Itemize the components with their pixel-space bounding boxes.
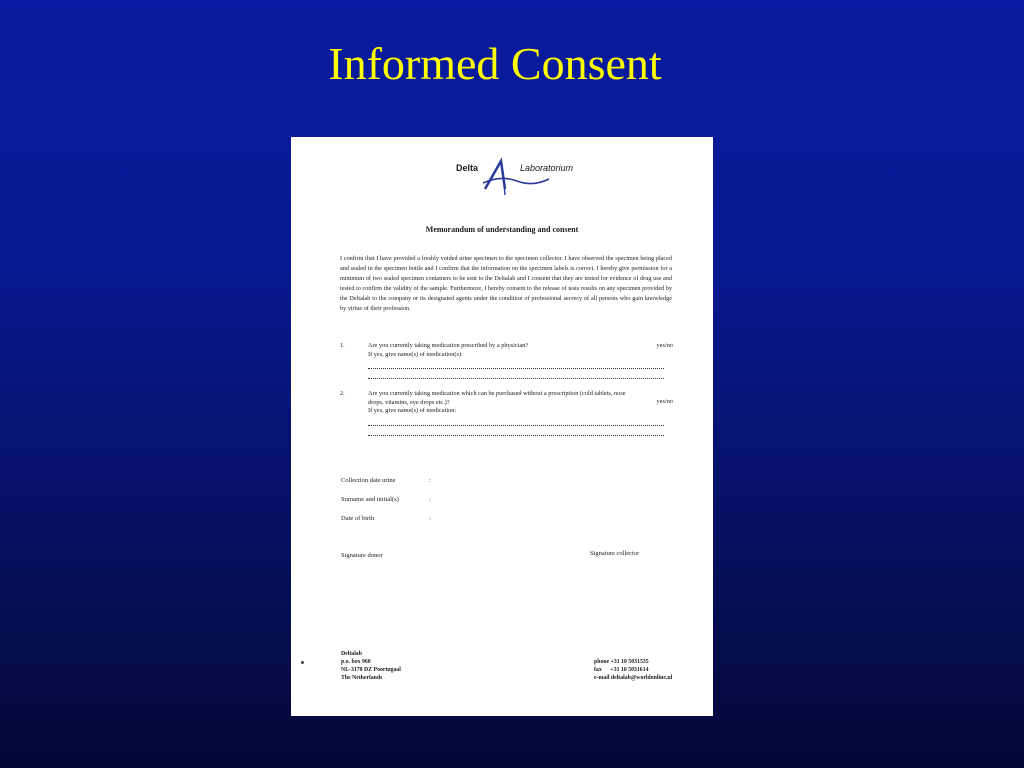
logo-delta-text: Delta [456,163,479,173]
field-colon: : [429,477,431,484]
question-followup: If yes, give name(s) of medication(s): [368,350,463,358]
address-line: NL-3170 DZ Poortugaal [341,667,401,673]
question-text: Are you currently taking medication which can be purchased without a prescription (cold tablets, nose drops, vitamins, eye drops etc.)? [368,390,626,406]
field-collection-date[interactable] [341,477,431,484]
logo-laboratorium-text: Laboratorium [520,163,574,173]
contact-block [594,658,672,682]
address-line: p.o. box 960 [341,659,371,665]
contact-phone: phone +31 10 5031535 [594,659,649,665]
yes-no-option[interactable]: yes/no [656,398,673,405]
field-colon: : [429,515,431,522]
question-followup: If yes, give name(s) of medication: [368,407,457,414]
memo-heading: Memorandum of understanding and consent [425,225,579,234]
address-block [341,650,401,682]
signature-collector[interactable]: Signature collector [590,550,640,557]
delta-triangle-icon [481,155,551,199]
question-number: 2. [340,390,345,397]
answer-line[interactable] [368,426,664,436]
question-text: Are you currently taking medication prescribed by a physician? [368,342,529,349]
contact-fax: fax +31 10 5031614 [594,667,649,673]
signature-donor[interactable]: Signature donor [341,552,383,559]
field-label: Date of birth [341,515,375,522]
yes-no-option[interactable]: yes/no [656,342,673,349]
answer-line[interactable] [368,359,664,369]
field-colon: : [429,496,431,503]
address-name: Deltalab [341,651,362,657]
consent-paragraph: I confirm that I have provided a freshly voided urine specimen to the specimen collector. I have observed the specimen being placed and sealed in the specimen bottle and I confirm that the information on the specimen labels is correct. I hereby give permission for a minimum of two sealed specimen containers to be sent to the Deltalab and I consent that they are tested for evidence of drug use and tested to confirm the validity of the sample. Furthermore, I hereby consent to the release of tests results on any specimen provided by the Deltalab to the company or its designated agents under the condition of professional secrecy of all persons who gain knowledge by virtue of their profession. [340,255,672,312]
slide-title: Informed Consent [328,38,662,89]
answer-line[interactable] [368,416,664,426]
field-label: Collection date urine [341,477,396,484]
delta-laboratorium-logo [451,155,591,199]
contact-email[interactable]: e-mail deltalab@worldonline.nl [594,675,673,681]
field-date-of-birth[interactable] [341,515,431,522]
field-surname[interactable] [341,496,431,503]
consent-form-document [291,137,713,716]
answer-line[interactable] [368,369,664,379]
question-2 [340,390,673,440]
question-1 [340,342,673,382]
question-number: 1. [340,342,345,349]
address-line: The Netherlands [341,675,383,681]
field-label: Surname and initial(s) [341,496,399,503]
bullet-mark [301,661,304,664]
